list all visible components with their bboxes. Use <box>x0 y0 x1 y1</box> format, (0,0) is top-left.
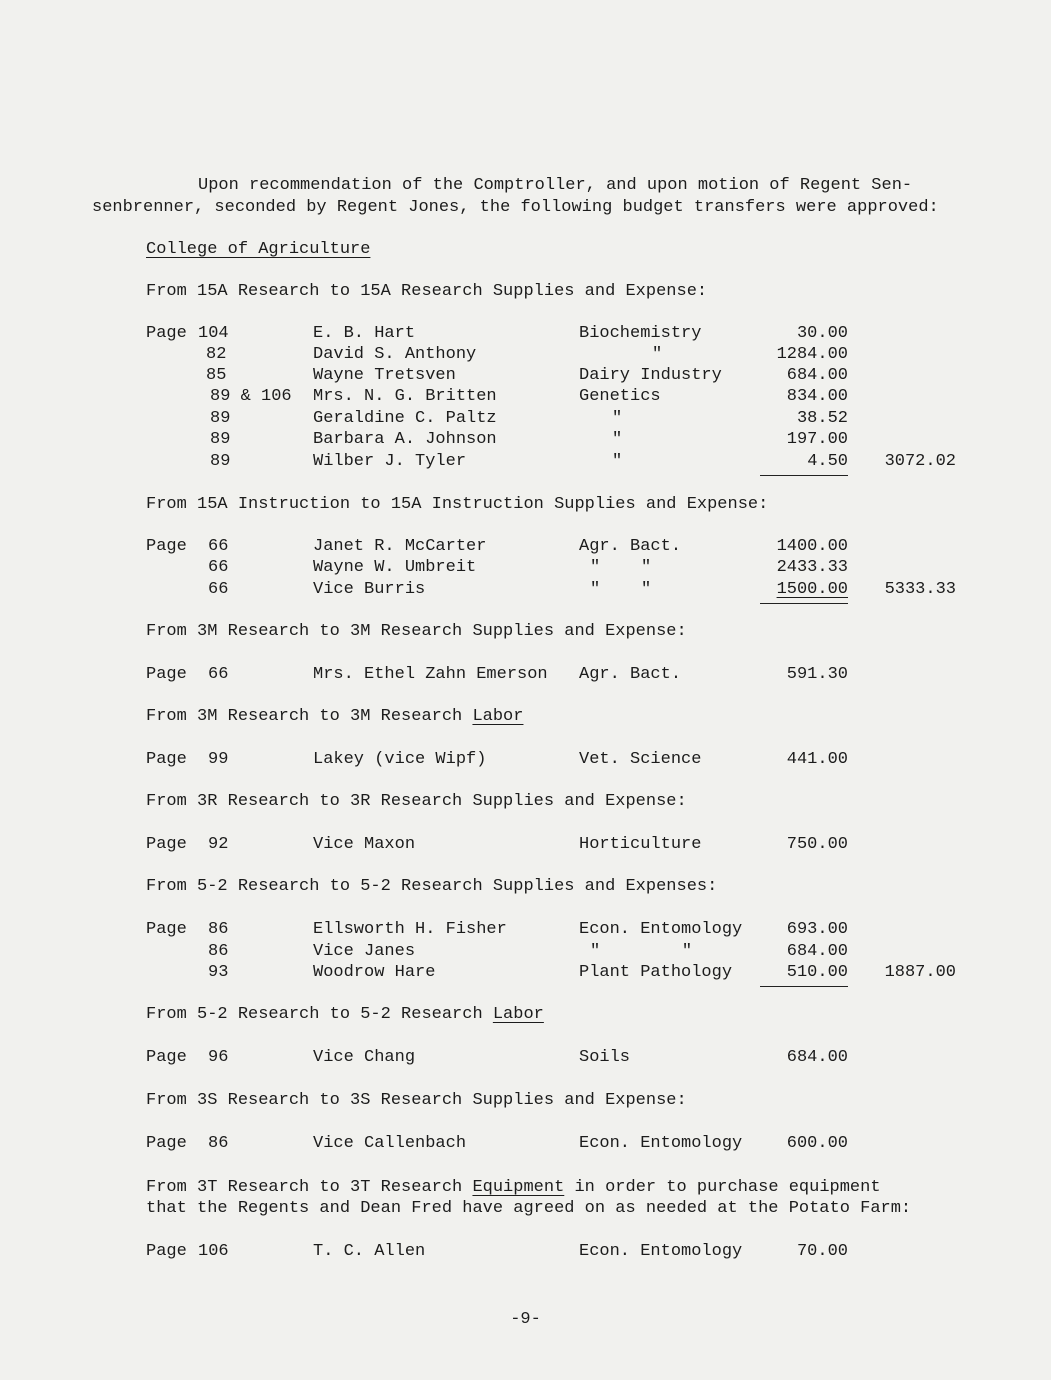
amount: 834.00 <box>786 387 848 406</box>
page-number: 86 <box>208 920 229 939</box>
department: Biochemistry <box>579 324 702 343</box>
department: " <box>612 452 623 471</box>
amount: 70.00 <box>796 1242 848 1261</box>
heading-text: From 3T Research to 3T Research <box>146 1178 473 1197</box>
department: Genetics <box>579 387 661 406</box>
person-name: Janet R. McCarter <box>313 537 487 556</box>
table-row <box>0 537 1051 557</box>
section-heading <box>146 707 523 727</box>
page-number: 66 <box>208 558 229 577</box>
page-number: 104 <box>198 324 229 343</box>
page-number: 66 <box>208 665 229 684</box>
table-row <box>0 345 1051 365</box>
person-name: E. B. Hart <box>313 324 416 343</box>
department: Vet. Science <box>579 750 702 769</box>
page-number: 86 <box>208 1134 229 1153</box>
person-name: Vice Chang <box>313 1048 416 1067</box>
department: " " <box>590 558 652 577</box>
intro-line-2: senbrenner, seconded by Regent Jones, the following budget transfers were approved: <box>92 198 939 217</box>
amount: 197.00 <box>786 430 848 449</box>
table-row <box>0 430 1051 450</box>
table-row <box>0 1048 1051 1068</box>
department: Agr. Bact. <box>579 665 682 684</box>
department: Econ. Entomology <box>579 1134 743 1153</box>
section-heading: From 15A Research to 15A Research Supplies and Expense: <box>146 282 708 301</box>
subtotal: 3072.02 <box>884 452 956 471</box>
heading-text: From 5-2 Research to 5-2 Research <box>146 1005 493 1024</box>
page-number: 93 <box>208 963 229 982</box>
heading-text: From 3M Research to 3M Research <box>146 707 473 726</box>
sum-rule <box>760 986 848 987</box>
sum-rule <box>760 603 848 604</box>
table-row <box>0 835 1051 855</box>
amount: 684.00 <box>786 1048 848 1067</box>
page-label: Page <box>146 1048 187 1067</box>
page-number: 96 <box>208 1048 229 1067</box>
department: " " <box>590 580 652 599</box>
table-row <box>0 558 1051 578</box>
amount: 600.00 <box>786 1134 848 1153</box>
page-label: Page <box>146 324 187 343</box>
table-row <box>0 324 1051 344</box>
table-row <box>0 452 1051 472</box>
table-row <box>0 920 1051 940</box>
table-row <box>0 580 1051 600</box>
page-number: 89 <box>210 430 231 449</box>
amount: 684.00 <box>786 942 848 961</box>
person-name: Wilber J. Tyler <box>313 452 467 471</box>
page-number: 106 <box>198 1242 229 1261</box>
amount: 1500.00 <box>776 580 848 599</box>
table-row <box>0 409 1051 429</box>
table-row <box>0 665 1051 685</box>
page-number: 89 <box>210 452 231 471</box>
person-name: Vice Callenbach <box>313 1134 467 1153</box>
heading-underlined: Equipment <box>472 1178 565 1197</box>
person-name: Ellsworth H. Fisher <box>313 920 507 939</box>
person-name: Barbara A. Johnson <box>313 430 497 449</box>
section-heading-continued: that the Regents and Dean Fred have agreed on as needed at the Potato Farm: <box>146 1199 912 1218</box>
amount: 1284.00 <box>776 345 848 364</box>
amount: 30.00 <box>796 324 848 343</box>
section-heading: From 3R Research to 3R Research Supplies and Expense: <box>146 792 687 811</box>
department: " <box>652 345 663 364</box>
subtotal: 1887.00 <box>884 963 956 982</box>
page-label: Page <box>146 537 187 556</box>
section-heading: From 3S Research to 3S Research Supplies and Expense: <box>146 1091 687 1110</box>
department: Horticulture <box>579 835 702 854</box>
amount: 1400.00 <box>776 537 848 556</box>
amount: 750.00 <box>786 835 848 854</box>
person-name: Vice Maxon <box>313 835 416 854</box>
table-row <box>0 750 1051 770</box>
amount: 693.00 <box>786 920 848 939</box>
page-number: 66 <box>208 580 229 599</box>
table-row <box>0 942 1051 962</box>
page-number-footer: -9- <box>510 1310 541 1329</box>
department: Econ. Entomology <box>579 1242 743 1261</box>
amount: 684.00 <box>786 366 848 385</box>
page-number: 82 <box>206 345 227 364</box>
amount: 510.00 <box>786 963 848 982</box>
page-label: Page <box>146 665 187 684</box>
table-row <box>0 1242 1051 1262</box>
table-row <box>0 963 1051 983</box>
department: Plant Pathology <box>579 963 733 982</box>
page-number: 86 <box>208 942 229 961</box>
department: Soils <box>579 1048 631 1067</box>
department: " " <box>590 942 693 961</box>
page-number: 89 <box>210 409 231 428</box>
table-row <box>0 366 1051 386</box>
page-number: 99 <box>208 750 229 769</box>
page-number: 85 <box>206 366 227 385</box>
department: Agr. Bact. <box>579 537 682 556</box>
page-number: 92 <box>208 835 229 854</box>
amount: 38.52 <box>796 409 848 428</box>
table-row <box>0 387 1051 407</box>
subtotal: 5333.33 <box>884 580 956 599</box>
section-heading <box>146 1005 544 1025</box>
intro-line-1: Upon recommendation of the Comptroller, and upon motion of Regent Sen- <box>198 176 913 195</box>
person-name: David S. Anthony <box>313 345 477 364</box>
amount: 591.30 <box>786 665 848 684</box>
page-number: 66 <box>208 537 229 556</box>
person-name: Vice Burris <box>313 580 426 599</box>
section-heading: From 3M Research to 3M Research Supplies and Expense: <box>146 622 687 641</box>
person-name: Wayne W. Umbreit <box>313 558 477 577</box>
person-name: Mrs. Ethel Zahn Emerson <box>313 665 548 684</box>
heading-underlined: Labor <box>472 707 524 726</box>
page-label: Page <box>146 750 187 769</box>
heading-underlined: Labor <box>492 1005 544 1024</box>
heading-text: in order to purchase equipment <box>564 1178 881 1197</box>
amount: 2433.33 <box>776 558 848 577</box>
page-label: Page <box>146 1134 187 1153</box>
person-name: T. C. Allen <box>313 1242 426 1261</box>
college-title: College of Agriculture <box>146 240 371 259</box>
section-heading: From 15A Instruction to 15A Instruction Supplies and Expense: <box>146 495 769 514</box>
department: Dairy Industry <box>579 366 722 385</box>
person-name: Wayne Tretsven <box>313 366 456 385</box>
person-name: Mrs. N. G. Britten <box>313 387 497 406</box>
department: " <box>612 430 623 449</box>
section-heading <box>146 1178 881 1198</box>
table-row <box>0 1134 1051 1154</box>
page-label: Page <box>146 835 187 854</box>
page-label: Page <box>146 1242 187 1261</box>
department: Econ. Entomology <box>579 920 743 939</box>
person-name: Vice Janes <box>313 942 416 961</box>
person-name: Woodrow Hare <box>313 963 436 982</box>
page-number: 89 & 106 <box>210 387 292 406</box>
section-heading: From 5-2 Research to 5-2 Research Supplies and Expenses: <box>146 877 718 896</box>
amount: 441.00 <box>786 750 848 769</box>
sum-rule <box>760 475 848 476</box>
amount: 4.50 <box>807 452 848 471</box>
page-label: Page <box>146 920 187 939</box>
person-name: Lakey (vice Wipf) <box>313 750 487 769</box>
department: " <box>612 409 623 428</box>
person-name: Geraldine C. Paltz <box>313 409 497 428</box>
